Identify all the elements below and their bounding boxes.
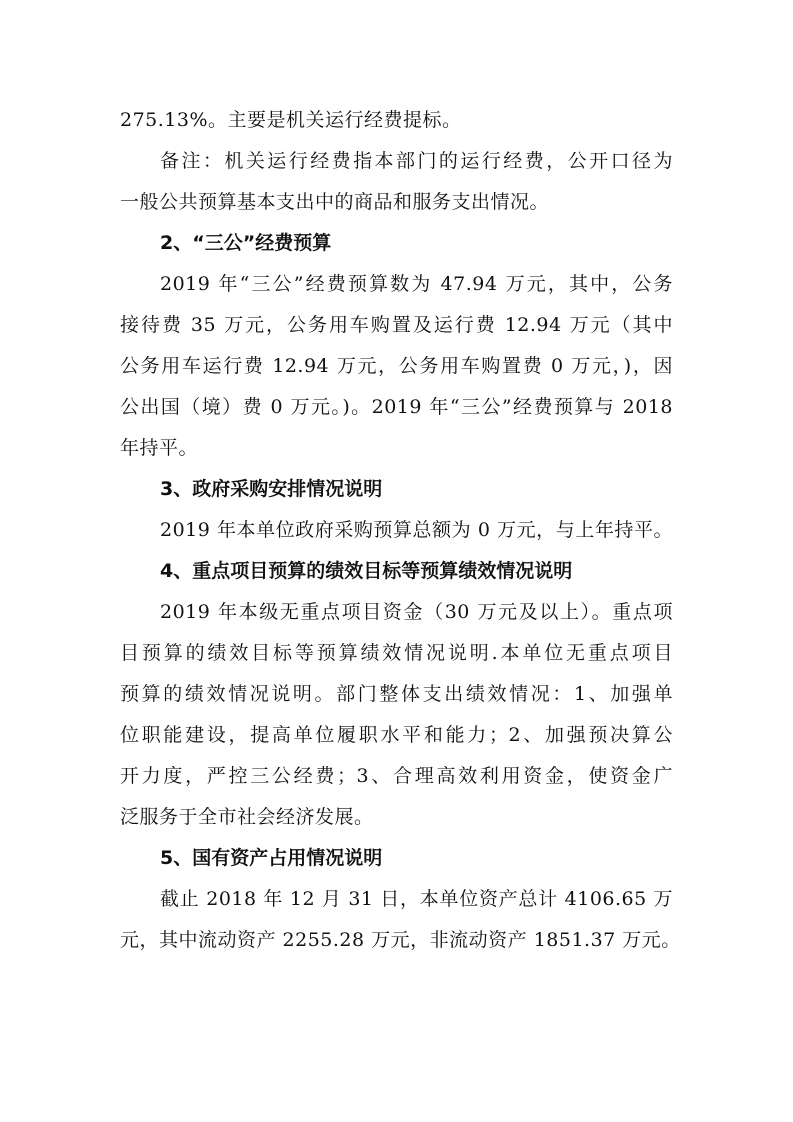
section-2-line-3: 公务用车运行费 12.94 万元，公务用车购置费 0 万元，)，因 <box>120 355 673 377</box>
paragraph-line: 275.13%。主要是机关运行经费提标。 <box>120 109 462 131</box>
section-2-line-5: 年持平。 <box>120 437 199 459</box>
section-4-line-3: 预算的绩效情况说明。部门整体支出绩效情况：1、加强单 <box>120 683 673 705</box>
section-5-line-2: 元，其中流动资产 2255.28 万元，非流动资产 1851.37 万元。 <box>120 929 681 951</box>
section-4-heading: 4、重点项目预算的绩效目标等预算绩效情况说明 <box>160 560 573 582</box>
section-3-heading: 3、政府采购安排情况说明 <box>160 478 383 500</box>
section-2-line-4: 公出国（境）费 0 万元。)。2019 年“三公”经费预算与 2018 <box>120 396 673 418</box>
section-4-line-2: 目预算的绩效目标等预算绩效情况说明.本单位无重点项目 <box>120 642 673 664</box>
section-4-line-1: 2019 年本级无重点项目资金（30 万元及以上）。重点项 <box>160 601 673 623</box>
section-5-line-1: 截止 2018 年 12 月 31 日，本单位资产总计 4106.65 万 <box>160 888 673 910</box>
section-5-heading: 5、国有资产占用情况说明 <box>160 847 383 869</box>
section-4-line-6: 泛服务于全市社会经济发展。 <box>120 806 374 828</box>
note-line-2: 一般公共预算基本支出中的商品和服务支出情况。 <box>120 191 550 213</box>
section-2-line-2: 接待费 35 万元，公务用车购置及运行费 12.94 万元（其中 <box>120 314 673 336</box>
note-line-1: 备注：机关运行经费指本部门的运行经费，公开口径为 <box>160 150 673 172</box>
section-2-line-1: 2019 年“三公”经费预算数为 47.94 万元，其中，公务 <box>160 273 673 295</box>
section-4-line-5: 开力度，严控三公经费；3、合理高效利用资金，使资金广 <box>120 765 673 787</box>
section-2-heading: 2、“三公”经费预算 <box>160 232 332 254</box>
section-3-line-1: 2019 年本单位政府采购预算总额为 0 万元，与上年持平。 <box>160 519 673 541</box>
section-4-line-4: 位职能建设，提高单位履职水平和能力；2、加强预决算公 <box>120 724 673 746</box>
